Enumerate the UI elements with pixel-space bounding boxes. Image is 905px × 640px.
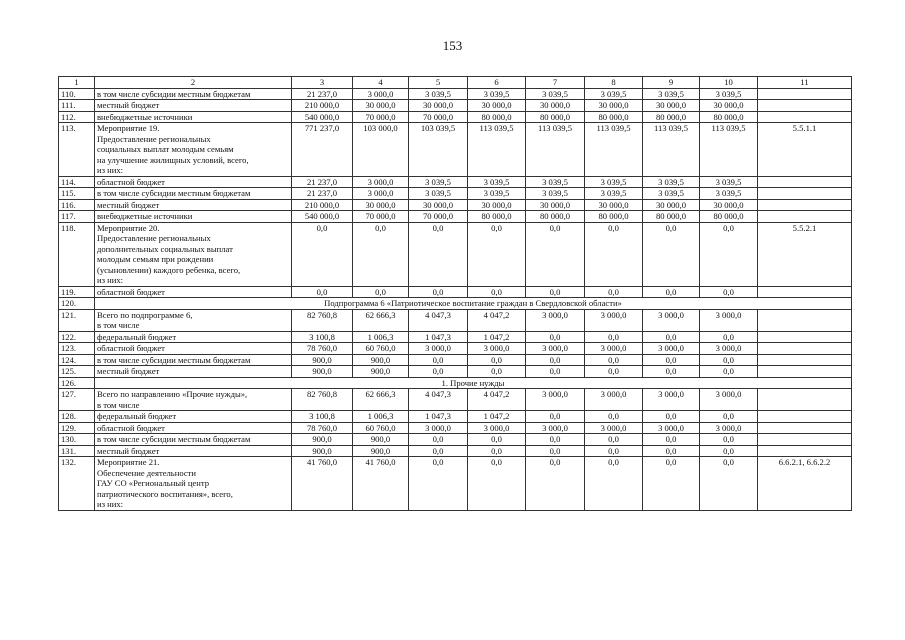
amount-cell: 0,0: [700, 286, 758, 298]
target-code: [758, 422, 852, 434]
amount-cell: 0,0: [526, 445, 585, 457]
amount-cell: 3 039,5: [585, 188, 643, 200]
amount-cell: 3 000,0: [526, 309, 585, 331]
row-number: 117.: [59, 211, 95, 223]
table-row: [59, 176, 852, 188]
amount-cell: 0,0: [700, 366, 758, 378]
column-header: 4: [353, 77, 409, 89]
amount-cell: 900,0: [292, 366, 353, 378]
amount-cell: 3 000,0: [585, 309, 643, 331]
amount-cell: 900,0: [353, 366, 409, 378]
amount-cell: 78 760,0: [292, 343, 353, 355]
row-description: областной бюджет: [95, 286, 292, 298]
amount-cell: 30 000,0: [353, 199, 409, 211]
amount-cell: 0,0: [353, 286, 409, 298]
amount-cell: 21 237,0: [292, 176, 353, 188]
amount-cell: 30 000,0: [353, 100, 409, 112]
amount-cell: 1 006,3: [353, 411, 409, 423]
amount-cell: 210 000,0: [292, 199, 353, 211]
table-row: [59, 309, 852, 331]
amount-cell: 80 000,0: [468, 111, 526, 123]
amount-cell: 113 039,5: [468, 123, 526, 177]
amount-cell: 0,0: [526, 457, 585, 511]
amount-cell: 21 237,0: [292, 88, 353, 100]
amount-cell: 80 000,0: [700, 111, 758, 123]
amount-cell: 80 000,0: [585, 211, 643, 223]
amount-cell: 0,0: [526, 222, 585, 286]
amount-cell: 0,0: [643, 457, 700, 511]
row-number: 119.: [59, 286, 95, 298]
row-description: внебюджетные источники: [95, 211, 292, 223]
amount-cell: 900,0: [353, 445, 409, 457]
table-row: [59, 434, 852, 446]
amount-cell: 30 000,0: [700, 100, 758, 112]
row-description: в том числе субсидии местным бюджетам: [95, 88, 292, 100]
page-number: 153: [442, 38, 463, 53]
row-number: 124.: [59, 354, 95, 366]
amount-cell: 113 039,5: [700, 123, 758, 177]
amount-cell: 3 039,5: [643, 176, 700, 188]
amount-cell: 0,0: [643, 354, 700, 366]
table-row: [59, 211, 852, 223]
target-code: 5.5.2.1: [758, 222, 852, 286]
amount-cell: 0,0: [585, 434, 643, 446]
row-number: 131.: [59, 445, 95, 457]
table-row: [59, 100, 852, 112]
amount-cell: 30 000,0: [585, 199, 643, 211]
section-row: [59, 298, 852, 310]
column-header: 1: [59, 77, 95, 89]
amount-cell: 540 000,0: [292, 211, 353, 223]
section-title: Подпрограмма 6 «Патриотическое воспитание граждан в Свердловской области»: [95, 298, 852, 310]
amount-cell: 0,0: [468, 222, 526, 286]
amount-cell: 0,0: [409, 445, 468, 457]
amount-cell: 30 000,0: [468, 100, 526, 112]
table-row: [59, 88, 852, 100]
amount-cell: 0,0: [409, 366, 468, 378]
amount-cell: 113 039,5: [585, 123, 643, 177]
row-description: в том числе субсидии местным бюджетам: [95, 188, 292, 200]
row-description: Всего по подпрограмме 6, в том числе: [95, 309, 292, 331]
amount-cell: 0,0: [585, 457, 643, 511]
table-row: [59, 445, 852, 457]
amount-cell: 80 000,0: [585, 111, 643, 123]
amount-cell: 0,0: [409, 286, 468, 298]
amount-cell: 113 039,5: [643, 123, 700, 177]
amount-cell: 41 760,0: [292, 457, 353, 511]
amount-cell: 0,0: [468, 286, 526, 298]
row-description: Всего по направлению «Прочие нужды», в том числе: [95, 389, 292, 411]
table-row: [59, 343, 852, 355]
amount-cell: 3 000,0: [643, 389, 700, 411]
row-description: внебюджетные источники: [95, 111, 292, 123]
target-code: [758, 199, 852, 211]
table-row: [59, 199, 852, 211]
amount-cell: 1 047,3: [409, 331, 468, 343]
table-header-row: [59, 77, 852, 89]
amount-cell: 0,0: [468, 354, 526, 366]
amount-cell: 0,0: [643, 434, 700, 446]
target-code: [758, 286, 852, 298]
amount-cell: 0,0: [409, 222, 468, 286]
amount-cell: 0,0: [700, 331, 758, 343]
amount-cell: 3 039,5: [700, 176, 758, 188]
amount-cell: 3 039,5: [526, 88, 585, 100]
target-code: [758, 354, 852, 366]
target-code: [758, 366, 852, 378]
amount-cell: 3 039,5: [409, 88, 468, 100]
amount-cell: 3 000,0: [643, 343, 700, 355]
amount-cell: 0,0: [643, 445, 700, 457]
amount-cell: 4 047,2: [468, 309, 526, 331]
amount-cell: 1 047,2: [468, 331, 526, 343]
amount-cell: 900,0: [353, 354, 409, 366]
amount-cell: 3 000,0: [526, 422, 585, 434]
amount-cell: 900,0: [292, 354, 353, 366]
amount-cell: 30 000,0: [585, 100, 643, 112]
amount-cell: 3 039,5: [700, 188, 758, 200]
amount-cell: 3 000,0: [700, 422, 758, 434]
amount-cell: 80 000,0: [700, 211, 758, 223]
amount-cell: 3 000,0: [643, 309, 700, 331]
section-title: 1. Прочие нужды: [95, 377, 852, 389]
table-row: [59, 188, 852, 200]
table-row: [59, 389, 852, 411]
section-row: [59, 377, 852, 389]
target-code: [758, 111, 852, 123]
amount-cell: 0,0: [643, 331, 700, 343]
amount-cell: 1 047,3: [409, 411, 468, 423]
amount-cell: 30 000,0: [643, 199, 700, 211]
column-header: 5: [409, 77, 468, 89]
row-description: федеральный бюджет: [95, 411, 292, 423]
amount-cell: 82 760,8: [292, 309, 353, 331]
amount-cell: 103 039,5: [409, 123, 468, 177]
row-number: 112.: [59, 111, 95, 123]
row-description: местный бюджет: [95, 100, 292, 112]
row-number: 113.: [59, 123, 95, 177]
amount-cell: 0,0: [409, 434, 468, 446]
row-description: областной бюджет: [95, 343, 292, 355]
amount-cell: 62 666,3: [353, 389, 409, 411]
amount-cell: 103 000,0: [353, 123, 409, 177]
row-number: 115.: [59, 188, 95, 200]
row-number: 120.: [59, 298, 95, 310]
amount-cell: 70 000,0: [409, 211, 468, 223]
amount-cell: 3 000,0: [353, 188, 409, 200]
amount-cell: 0,0: [643, 222, 700, 286]
amount-cell: 0,0: [353, 222, 409, 286]
amount-cell: 3 000,0: [700, 389, 758, 411]
amount-cell: 0,0: [585, 222, 643, 286]
amount-cell: 3 000,0: [526, 343, 585, 355]
table-row: [59, 354, 852, 366]
amount-cell: 113 039,5: [526, 123, 585, 177]
column-header: 2: [95, 77, 292, 89]
amount-cell: 3 000,0: [585, 389, 643, 411]
table-row: [59, 123, 852, 177]
amount-cell: 0,0: [585, 286, 643, 298]
amount-cell: 80 000,0: [643, 211, 700, 223]
row-number: 110.: [59, 88, 95, 100]
amount-cell: 3 000,0: [468, 422, 526, 434]
row-number: 129.: [59, 422, 95, 434]
target-code: [758, 188, 852, 200]
amount-cell: 3 039,5: [526, 188, 585, 200]
amount-cell: 3 039,5: [526, 176, 585, 188]
amount-cell: 0,0: [585, 331, 643, 343]
amount-cell: 21 237,0: [292, 188, 353, 200]
row-description: федеральный бюджет: [95, 331, 292, 343]
target-code: [758, 343, 852, 355]
amount-cell: 0,0: [409, 457, 468, 511]
amount-cell: 0,0: [409, 354, 468, 366]
row-description: местный бюджет: [95, 445, 292, 457]
table-row: [59, 411, 852, 423]
amount-cell: 3 000,0: [409, 343, 468, 355]
amount-cell: 900,0: [292, 434, 353, 446]
row-description: областной бюджет: [95, 422, 292, 434]
table-row: [59, 331, 852, 343]
amount-cell: 4 047,2: [468, 389, 526, 411]
row-number: 128.: [59, 411, 95, 423]
amount-cell: 0,0: [468, 434, 526, 446]
amount-cell: 1 047,2: [468, 411, 526, 423]
amount-cell: 0,0: [468, 445, 526, 457]
column-header: 7: [526, 77, 585, 89]
target-code: [758, 88, 852, 100]
target-code: [758, 211, 852, 223]
amount-cell: 3 000,0: [700, 309, 758, 331]
amount-cell: 3 000,0: [409, 422, 468, 434]
amount-cell: 0,0: [700, 222, 758, 286]
row-number: 111.: [59, 100, 95, 112]
amount-cell: 210 000,0: [292, 100, 353, 112]
amount-cell: 30 000,0: [409, 100, 468, 112]
row-description: в том числе субсидии местным бюджетам: [95, 354, 292, 366]
amount-cell: 3 000,0: [643, 422, 700, 434]
row-description: Мероприятие 20. Предоставление региональных дополнительных социальных выплат молодым семьям при рождении (усыновлении) каждого ребенка, всего, из них:: [95, 222, 292, 286]
amount-cell: 3 039,5: [700, 88, 758, 100]
amount-cell: 0,0: [643, 411, 700, 423]
amount-cell: 0,0: [585, 411, 643, 423]
table-row: [59, 222, 852, 286]
amount-cell: 0,0: [526, 354, 585, 366]
amount-cell: 0,0: [585, 354, 643, 366]
amount-cell: 70 000,0: [353, 111, 409, 123]
row-number: 132.: [59, 457, 95, 511]
amount-cell: 3 000,0: [353, 88, 409, 100]
amount-cell: 0,0: [526, 331, 585, 343]
row-number: 121.: [59, 309, 95, 331]
row-number: 130.: [59, 434, 95, 446]
amount-cell: 80 000,0: [526, 111, 585, 123]
row-description: местный бюджет: [95, 366, 292, 378]
amount-cell: 0,0: [292, 222, 353, 286]
amount-cell: 70 000,0: [409, 111, 468, 123]
amount-cell: 0,0: [468, 366, 526, 378]
amount-cell: 3 000,0: [585, 343, 643, 355]
target-code: [758, 309, 852, 331]
amount-cell: 0,0: [700, 445, 758, 457]
budget-table: [58, 76, 852, 511]
row-description: областной бюджет: [95, 176, 292, 188]
row-description: Мероприятие 19. Предоставление региональных социальных выплат молодым семьям на улучшение жилищных условий, всего, из них:: [95, 123, 292, 177]
amount-cell: 80 000,0: [643, 111, 700, 123]
amount-cell: 3 039,5: [643, 88, 700, 100]
table-row: [59, 286, 852, 298]
amount-cell: 3 000,0: [700, 343, 758, 355]
amount-cell: 0,0: [526, 366, 585, 378]
row-number: 122.: [59, 331, 95, 343]
row-number: 114.: [59, 176, 95, 188]
column-header: 6: [468, 77, 526, 89]
amount-cell: 0,0: [700, 354, 758, 366]
amount-cell: 0,0: [526, 434, 585, 446]
amount-cell: 30 000,0: [526, 100, 585, 112]
target-code: 6.6.2.1, 6.6.2.2: [758, 457, 852, 511]
amount-cell: 771 237,0: [292, 123, 353, 177]
amount-cell: 0,0: [643, 366, 700, 378]
table-row: [59, 111, 852, 123]
row-number: 118.: [59, 222, 95, 286]
amount-cell: 3 039,5: [409, 188, 468, 200]
amount-cell: 900,0: [292, 445, 353, 457]
amount-cell: 30 000,0: [526, 199, 585, 211]
amount-cell: 540 000,0: [292, 111, 353, 123]
amount-cell: 3 039,5: [468, 176, 526, 188]
target-code: [758, 411, 852, 423]
table-row: [59, 366, 852, 378]
row-number: 123.: [59, 343, 95, 355]
column-header: 9: [643, 77, 700, 89]
target-code: [758, 100, 852, 112]
amount-cell: 3 039,5: [468, 188, 526, 200]
amount-cell: 3 039,5: [468, 88, 526, 100]
amount-cell: 80 000,0: [526, 211, 585, 223]
column-header: 8: [585, 77, 643, 89]
amount-cell: 41 760,0: [353, 457, 409, 511]
amount-cell: 0,0: [585, 366, 643, 378]
amount-cell: 3 039,5: [585, 88, 643, 100]
amount-cell: 30 000,0: [409, 199, 468, 211]
target-code: [758, 176, 852, 188]
amount-cell: 62 666,3: [353, 309, 409, 331]
amount-cell: 82 760,8: [292, 389, 353, 411]
column-header: 10: [700, 77, 758, 89]
row-description: местный бюджет: [95, 199, 292, 211]
amount-cell: 3 000,0: [353, 176, 409, 188]
amount-cell: 4 047,3: [409, 389, 468, 411]
target-code: [758, 389, 852, 411]
amount-cell: 4 047,3: [409, 309, 468, 331]
amount-cell: 80 000,0: [468, 211, 526, 223]
target-code: [758, 445, 852, 457]
amount-cell: 0,0: [643, 286, 700, 298]
row-number: 116.: [59, 199, 95, 211]
target-code: 5.5.1.1: [758, 123, 852, 177]
amount-cell: 900,0: [353, 434, 409, 446]
amount-cell: 70 000,0: [353, 211, 409, 223]
amount-cell: 0,0: [700, 457, 758, 511]
row-number: 125.: [59, 366, 95, 378]
table-row: [59, 457, 852, 511]
row-description: Мероприятие 21. Обеспечение деятельности ГАУ СО «Региональный центр патриотического воспитания», всего, из них:: [95, 457, 292, 511]
amount-cell: 3 039,5: [409, 176, 468, 188]
amount-cell: 0,0: [292, 286, 353, 298]
amount-cell: 3 039,5: [585, 176, 643, 188]
amount-cell: 78 760,0: [292, 422, 353, 434]
amount-cell: 3 000,0: [585, 422, 643, 434]
target-code: [758, 331, 852, 343]
amount-cell: 3 000,0: [526, 389, 585, 411]
amount-cell: 3 000,0: [468, 343, 526, 355]
row-description: в том числе субсидии местным бюджетам: [95, 434, 292, 446]
table-row: [59, 422, 852, 434]
amount-cell: 0,0: [526, 411, 585, 423]
amount-cell: 60 760,0: [353, 422, 409, 434]
amount-cell: 1 006,3: [353, 331, 409, 343]
amount-cell: 0,0: [700, 434, 758, 446]
row-number: 127.: [59, 389, 95, 411]
amount-cell: 30 000,0: [700, 199, 758, 211]
amount-cell: 60 760,0: [353, 343, 409, 355]
target-code: [758, 434, 852, 446]
amount-cell: 30 000,0: [468, 199, 526, 211]
amount-cell: 30 000,0: [643, 100, 700, 112]
amount-cell: 0,0: [526, 286, 585, 298]
amount-cell: 0,0: [700, 411, 758, 423]
amount-cell: 3 039,5: [643, 188, 700, 200]
amount-cell: 3 100,8: [292, 331, 353, 343]
amount-cell: 3 100,8: [292, 411, 353, 423]
amount-cell: 0,0: [585, 445, 643, 457]
row-number: 126.: [59, 377, 95, 389]
column-header: 3: [292, 77, 353, 89]
column-header: 11: [758, 77, 852, 89]
amount-cell: 0,0: [468, 457, 526, 511]
